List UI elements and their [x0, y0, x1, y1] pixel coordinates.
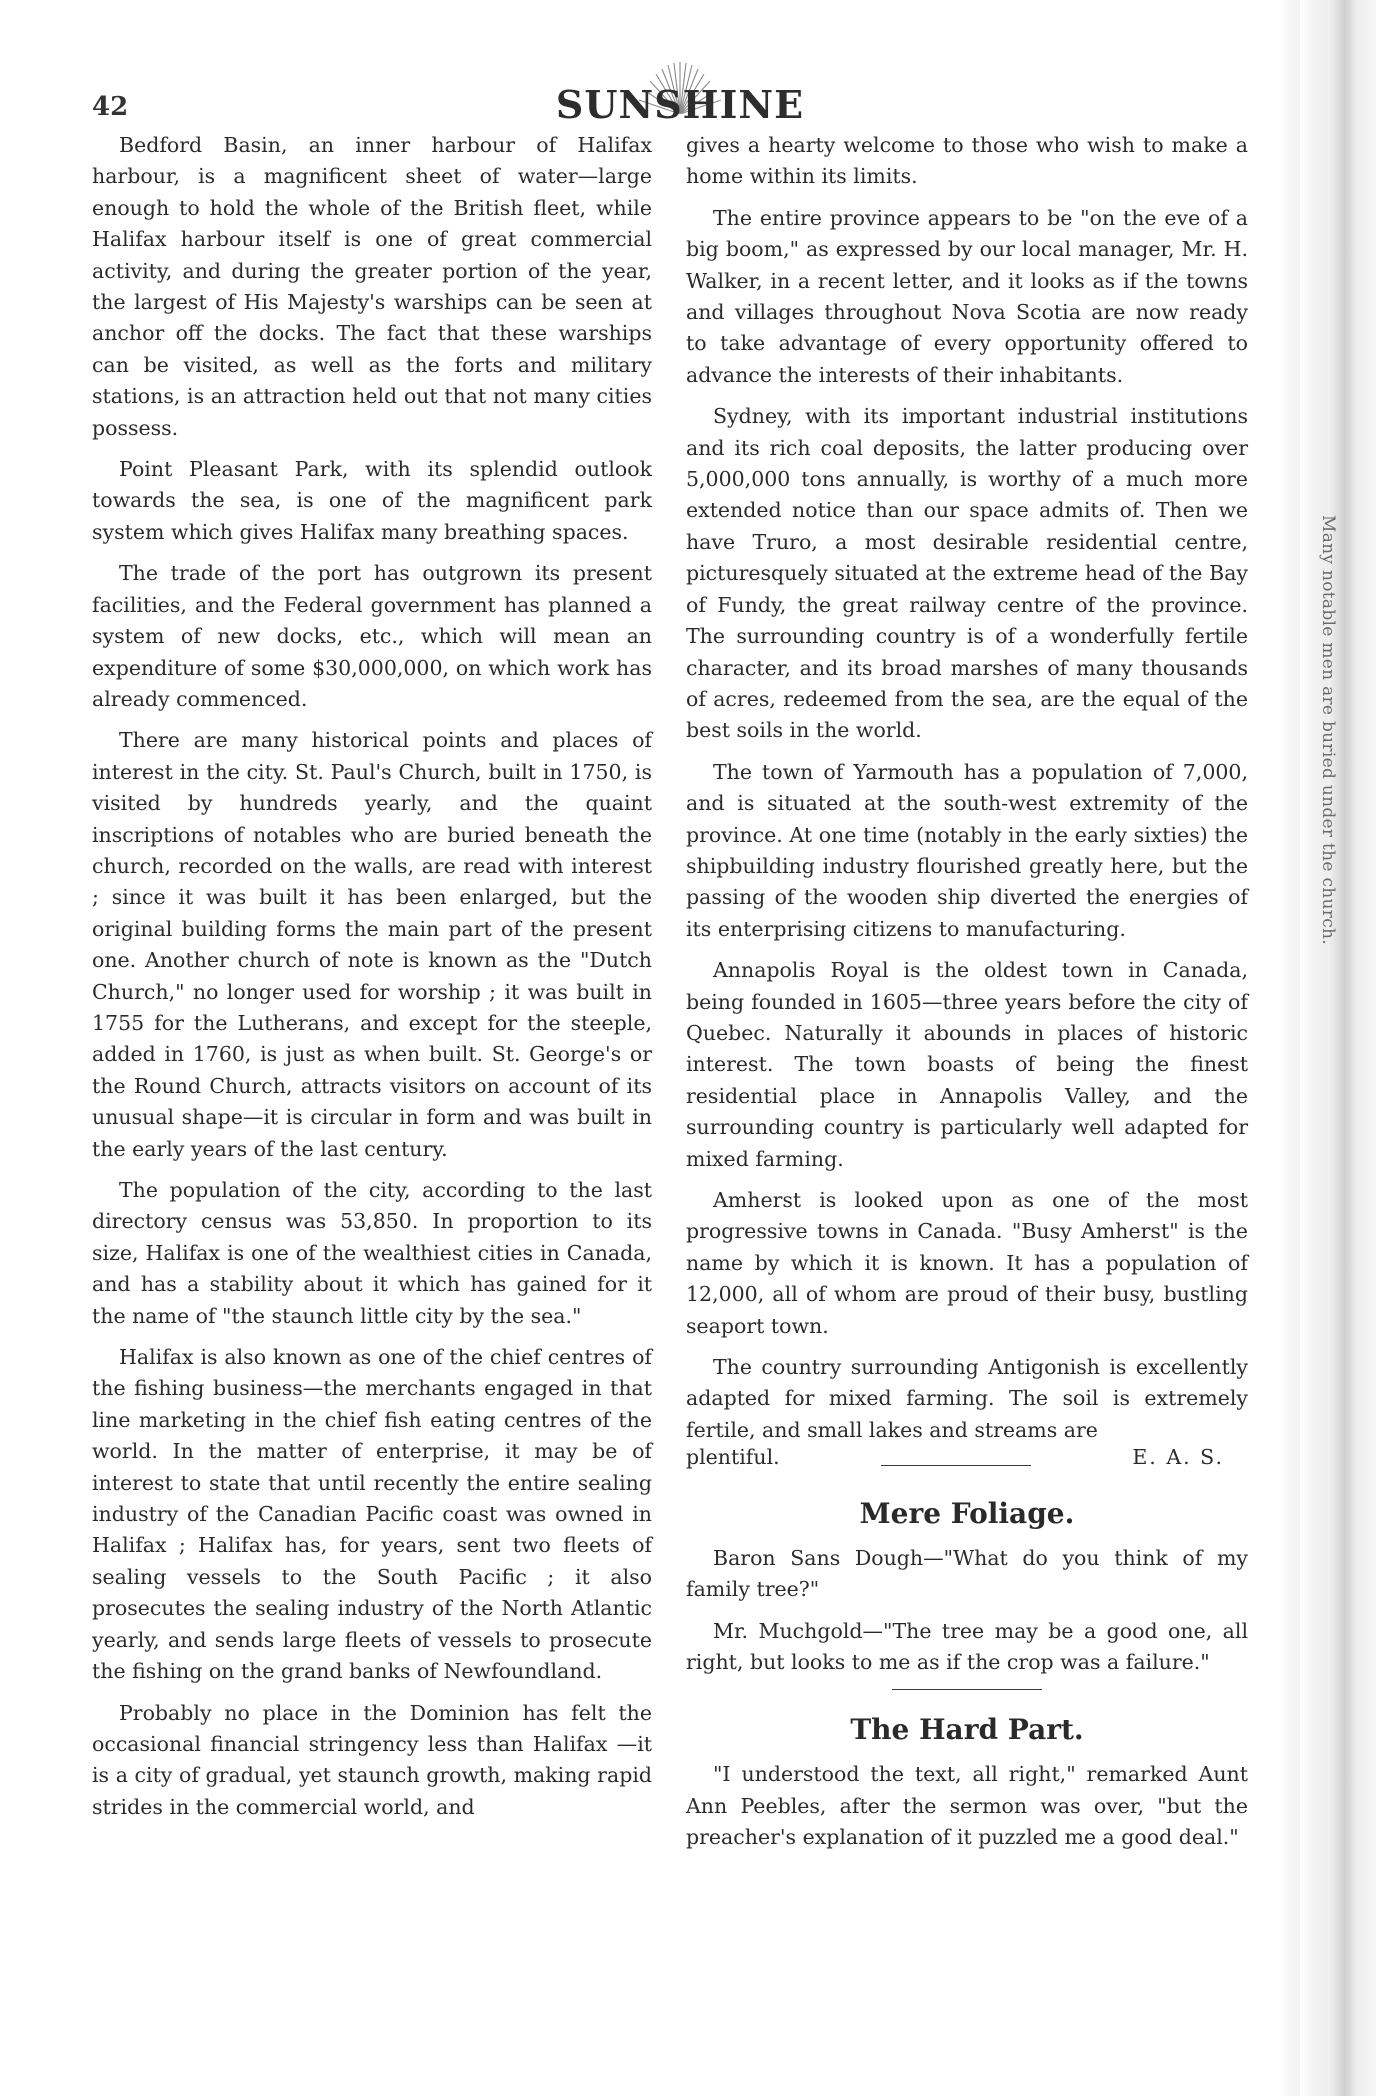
heading-mere-foliage: Mere Foliage.	[859, 1496, 1075, 1530]
masthead	[540, 60, 820, 130]
paragraph: Mr. Muchgold—"The tree may be a good one, all right, but looks to me as if the crop was a failure."	[686, 1618, 1248, 1675]
paragraph: The country surrounding Antigonish is excellently adapted for mixed farming. The soil is extremely fertile, and small lakes and streams are	[686, 1355, 1248, 1442]
paragraph: The trade of the port has outgrown its present facilities, and the Federal government has planned a system of new docks, etc., which will mean an expenditure of some $30,000,000, on which work has already commenced.	[92, 561, 652, 711]
right-column	[686, 130, 1248, 1863]
heading-hard-part: The Hard Part.	[850, 1712, 1084, 1746]
paragraph: Halifax is also known as one of the chief centres of the fishing business—the merchants engaged in that line marketing in the chief fish eating centres of the world. In the matter of enterprise, it may be of interest to state that until recently the entire sealing industry of the Canadian Pacific coast was owned in Halifax ; Halifax has, for years, sent two fleets of sealing vessels to the South Pacific ; it also prosecutes the sealing industry of the North Atlantic yearly, and sends large fleets of vessels to prosecute the fishing on the grand banks of Newfoundland.	[92, 1345, 652, 1684]
margin-note	[1308, 0, 1348, 1460]
paragraph: "I understood the text, all right," remarked Aunt Ann Peebles, after the sermon was over, "but the preacher's explanation of it puzzled me a good deal."	[686, 1762, 1248, 1849]
paragraph: Point Pleasant Park, with its splendid outlook towards the sea, is one of the magnificent park system which gives Halifax many breathing spaces.	[92, 457, 652, 544]
paragraph: The town of Yarmouth has a population of 7,000, and is situated at the south-west extremity of the province. At one time (notably in the early sixties) the shipbuilding industry flourished greatly here, but the passing of the wooden ship diverted the energies of its enterprising citizens to manufacturing.	[686, 759, 1248, 941]
magazine-title: SUNSHINE	[555, 82, 805, 127]
paragraph: Amherst is looked upon as one of the most progressive towns in Canada. "Busy Amherst" is the name by which it is known. It has a population of 12,000, all of whom are proud of their busy, bustling seaport town.	[686, 1188, 1248, 1338]
closing-line: plentiful.	[686, 1445, 780, 1470]
article-closing	[686, 1442, 1248, 1473]
paragraph: Sydney, with its important industrial institutions and its rich coal deposits, the latter producing over 5,000,000 tons annually, is worthy of a much more extended notice than our space admits of. Then we have Truro, a most desirable residential centre, picturesquely situated at the extreme head of the Bay of Fundy, the great railway centre of the province. The surrounding country is of a wonderfully fertile character, and its broad marshes of many thousands of acres, redeemed from the sea, are the equal of the best soils in the world.	[686, 404, 1248, 743]
page-number: 42	[92, 92, 129, 122]
paragraph: Bedford Basin, an inner harbour of Halifax harbour, is a magnificent sheet of water—large enough to hold the whole of the British fleet, while Halifax harbour itself is one of great commercial activity, and during the greater portion of the year, the largest of His Majesty's warships can be seen at anchor off the docks. The fact that these warships can be visited, as well as the forts and military stations, is an attraction held out that not many cities possess.	[92, 133, 652, 440]
author-signature: E. A. S.	[1132, 1445, 1224, 1470]
section-divider	[881, 1465, 1031, 1466]
section-divider	[892, 1689, 1042, 1690]
paragraph: The population of the city, according to the last directory census was 53,850. In proportion to its size, Halifax is one of the wealthiest cities in Canada, and has a stability about it which has gained for it the name of "the staunch little city by the sea."	[92, 1178, 652, 1328]
paragraph: gives a hearty welcome to those who wish to make a home within its limits.	[686, 133, 1248, 189]
paragraph: Probably no place in the Dominion has felt the occasional financial stringency less than Halifax —it is a city of gradual, yet staunch growth, making rapid strides in the commercial world, and	[92, 1700, 652, 1819]
paragraph: Baron Sans Dough—"What do you think of my family tree?"	[686, 1546, 1248, 1602]
paragraph: There are many historical points and places of interest in the city. St. Paul's Church, built in 1750, is visited by hundreds yearly, and the quaint inscriptions of notables who are buried beneath the church, recorded on the walls, are read with interest ; since it was built it has been enlarged, but the original building forms the main part of the present one. Another church of note is known as the "Dutch Church," no longer used for worship ; it was built in 1755 for the Lutherans, and except for the steeple, added in 1760, is just as when built. St. George's or the Round Church, attracts visitors on account of its unusual shape—it is circular in form and was built in the early years of the last century.	[92, 728, 652, 1161]
left-column	[92, 130, 652, 1833]
margin-note-text: Many notable men are buried under the church.	[1318, 515, 1338, 945]
paragraph: Annapolis Royal is the oldest town in Canada, being founded in 1605—three years before the city of Quebec. Naturally it abounds in places of historic interest. The town boasts of being the finest residential place in Annapolis Valley, and the surrounding country is particularly well adapted for mixed farming.	[686, 958, 1248, 1171]
paragraph: The entire province appears to be "on the eve of a big boom," as expressed by our local manager, Mr. H. Walker, in a recent letter, and it looks as if the towns and villages throughout Nova Scotia are now ready to take advantage of every opportunity offered to advance the interests of their inhabitants.	[686, 205, 1248, 387]
